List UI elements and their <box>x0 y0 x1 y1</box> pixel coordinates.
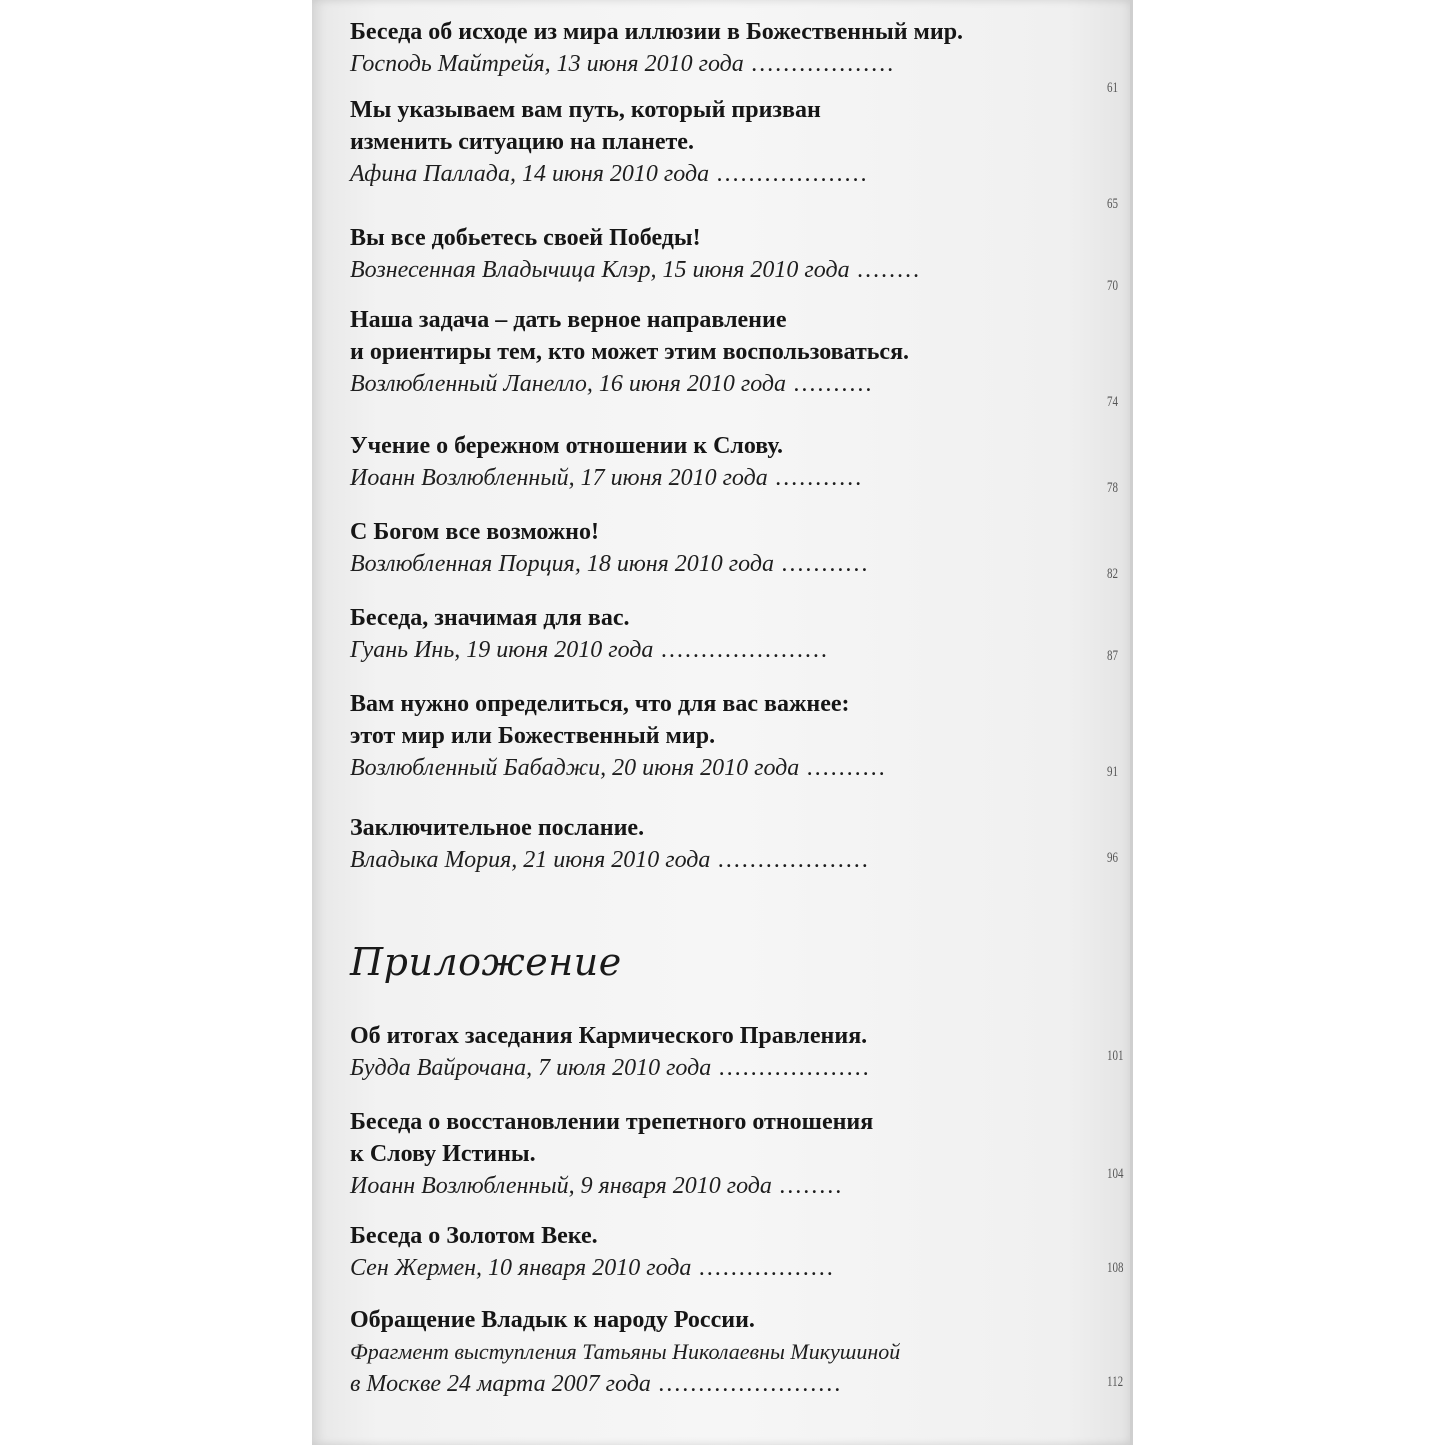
entry-author: Господь Майтрейя, 13 июня 2010 года <box>350 51 744 77</box>
entry-title: Мы указываем вам путь, который призван <box>350 97 821 123</box>
entry-title: Заключительное послание. <box>350 815 645 841</box>
appendix-entry <box>350 1220 1120 1284</box>
appendix-entry <box>350 1106 1120 1202</box>
entry-author-line <box>350 1252 1120 1284</box>
entry-title-continued: изменить ситуацию на планете. <box>350 129 694 155</box>
entry-page-number: 87 <box>1107 648 1118 664</box>
entry-author: Возлюбленный Ланелло, 16 июня 2010 года <box>350 371 787 397</box>
entry-page-number: 61 <box>1107 80 1118 96</box>
page-edge <box>1130 0 1133 1445</box>
toc-entry <box>350 812 1120 876</box>
entry-title: Вы все добьетесь своей Победы! <box>350 225 701 251</box>
toc-entry <box>350 16 1120 80</box>
dot-leader: ........... <box>782 551 870 577</box>
entry-author-line <box>350 254 1120 286</box>
entry-page-number: 74 <box>1107 394 1118 410</box>
toc-entry <box>350 430 1120 494</box>
toc-entry <box>350 94 1120 190</box>
entry-title: Учение о бережном отношении к Слову. <box>350 433 784 459</box>
entry-author-line <box>350 158 1120 190</box>
appendix-heading: Приложение <box>350 940 622 984</box>
dot-leader: ........ <box>857 257 922 283</box>
entry-author-line <box>350 548 1120 580</box>
table-of-contents-page <box>312 0 1132 1445</box>
entry-author: Владыка Мория, 21 июня 2010 года <box>350 847 711 873</box>
toc-entry <box>350 304 1120 400</box>
entry-title: Об итогах заседания Кармического Правления. <box>350 1023 868 1049</box>
entry-title: Вам нужно определиться, что для вас важнее: <box>350 691 850 717</box>
entry-page-number: 108 <box>1107 1260 1124 1276</box>
entry-title: Наша задача – дать верное направление <box>350 307 787 333</box>
dot-leader: ........... <box>775 465 864 491</box>
entry-page-number: 96 <box>1107 850 1118 866</box>
entry-page-number: 78 <box>1107 480 1118 496</box>
dot-leader: ........ <box>779 1173 844 1199</box>
entry-title: Беседа, значимая для вас. <box>350 605 630 631</box>
dot-leader: .................. <box>751 51 896 77</box>
toc-entry <box>350 688 1120 784</box>
entry-title-continued: этот мир или Божественный мир. <box>350 723 716 749</box>
dot-leader: ................... <box>718 847 871 873</box>
dot-leader: ................. <box>699 1255 836 1281</box>
entry-title: С Богом все возможно! <box>350 519 599 545</box>
dot-leader: ..................... <box>661 637 830 663</box>
dot-leader: .......... <box>807 755 888 781</box>
entry-author: Гуань Инь, 19 июня 2010 года <box>350 637 654 663</box>
entry-author-line <box>350 1170 1120 1202</box>
entry-page-number: 82 <box>1107 566 1118 582</box>
entry-page-number: 112 <box>1107 1374 1124 1390</box>
appendix-entry <box>350 1304 1120 1400</box>
entry-author-line <box>350 844 1120 876</box>
toc-entry <box>350 516 1120 580</box>
toc-entry <box>350 222 1120 286</box>
entry-title: Беседа о восстановлении трепетного отношения <box>350 1109 874 1135</box>
entry-author-line <box>350 1052 1120 1084</box>
entry-page-number: 70 <box>1107 278 1118 294</box>
entry-title: Беседа об исходе из мира иллюзии в Божественный мир. <box>350 19 964 45</box>
entry-page-number: 101 <box>1107 1048 1124 1064</box>
entry-author-line <box>350 1368 1120 1400</box>
dot-leader: ................... <box>719 1055 872 1081</box>
dot-leader: ....................... <box>658 1371 843 1397</box>
entry-author: Вознесенная Владычица Клэр, 15 июня 2010 года <box>350 257 850 283</box>
entry-title: Беседа о Золотом Веке. <box>350 1223 598 1249</box>
toc-entry <box>350 602 1120 666</box>
entry-author-line <box>350 752 1120 784</box>
entry-title: Обращение Владык к народу России. <box>350 1307 755 1333</box>
entry-author: Иоанн Возлюбленный, 17 июня 2010 года <box>350 465 768 491</box>
entry-author: Будда Вайрочана, 7 июля 2010 года <box>350 1055 712 1081</box>
entry-page-number: 104 <box>1107 1166 1124 1182</box>
entry-subtitle: Фрагмент выступления Татьяны Николаевны Микушиной <box>350 1339 901 1364</box>
entry-author-line <box>350 368 1120 400</box>
entry-page-number: 91 <box>1107 764 1118 780</box>
entry-author: в Москве 24 марта 2007 года <box>350 1371 651 1397</box>
entry-title-continued: к Слову Истины. <box>350 1141 536 1167</box>
entry-author: Афина Паллада, 14 июня 2010 года <box>350 161 710 187</box>
entry-author: Возлюбленная Порция, 18 июня 2010 года <box>350 551 774 577</box>
entry-author: Возлюбленный Бабаджи, 20 июня 2010 года <box>350 755 800 781</box>
entry-author-line <box>350 462 1120 494</box>
entry-author: Иоанн Возлюбленный, 9 января 2010 года <box>350 1173 772 1199</box>
entry-author-line <box>350 634 1120 666</box>
dot-leader: ................... <box>717 161 870 187</box>
entry-page-number: 65 <box>1107 196 1118 212</box>
entry-author-line <box>350 48 1120 80</box>
dot-leader: .......... <box>794 371 875 397</box>
entry-author: Сен Жермен, 10 января 2010 года <box>350 1255 692 1281</box>
appendix-entry <box>350 1020 1120 1084</box>
entry-title-continued: и ориентиры тем, кто может этим воспользоваться. <box>350 339 910 365</box>
